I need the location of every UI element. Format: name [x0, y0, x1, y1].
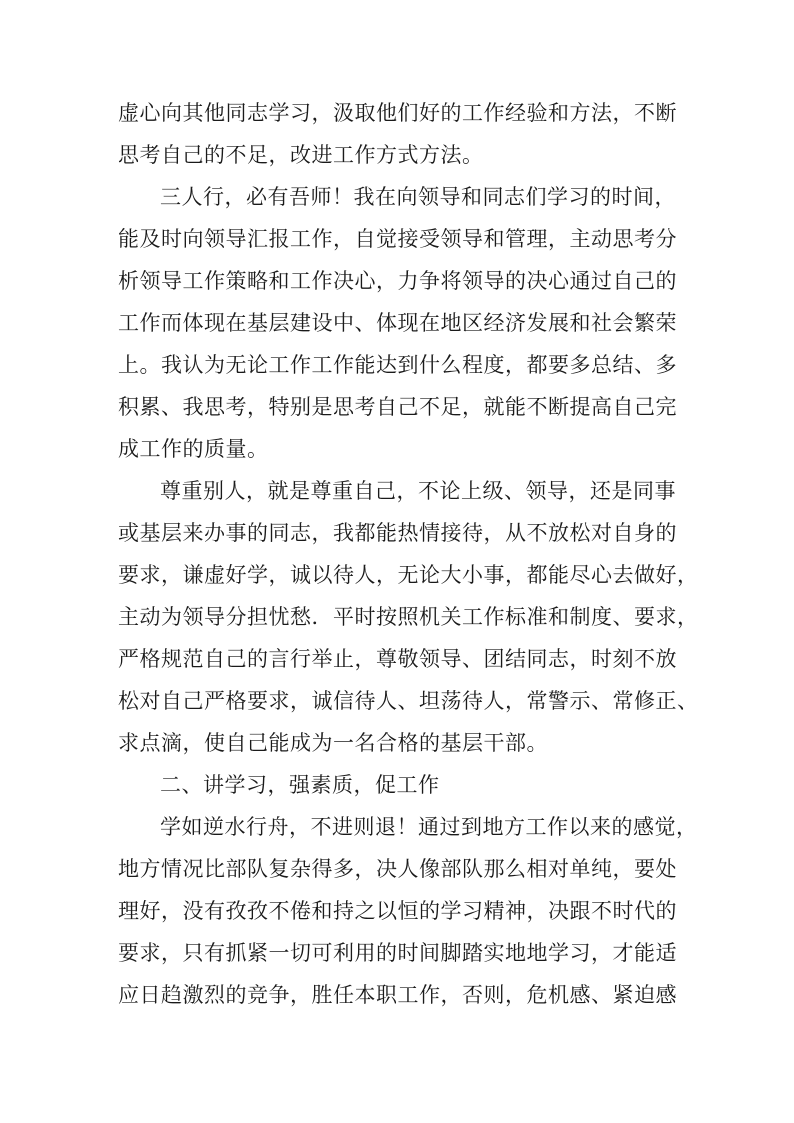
text-line: 能及时向领导汇报工作，自觉接受领导和管理，主动思考分 [118, 227, 677, 251]
text-line: 虚心向其他同志学习，汲取他们好的工作经验和方法，不断 [118, 101, 677, 125]
text-line: 要求，谦虚好学，诚以待人，无论大小事，都能尽心去做好， [118, 563, 699, 587]
text-line: 工作而体现在基层建设中、体现在地区经济发展和社会繁荣 [118, 311, 677, 335]
text-line: 或基层来办事的同志，我都能热情接待，从不放松对自身的 [118, 521, 677, 545]
text-line: 地方情况比部队复杂得多，决人像部队那么相对单纯，要处 [118, 857, 677, 881]
paragraph-2 [118, 176, 688, 470]
heading-line: 二、讲学习，强素质，促工作 [160, 773, 440, 797]
text-line: 应日趋激烈的竞争，胜任本职工作，否则，危机感、紧迫感 [118, 983, 677, 1007]
section-heading [118, 764, 688, 806]
text-line: 三人行，必有吾师！我在向领导和同志们学习的时间， [160, 185, 676, 209]
text-line: 理好，没有孜孜不倦和持之以恒的学习精神，决跟不时代的 [118, 899, 677, 923]
text-line: 尊重别人，就是尊重自己，不论上级、领导，还是同事 [160, 479, 676, 503]
text-line: 上。我认为无论工作工作能达到什么程度，都要多总结、多 [118, 353, 677, 377]
text-line: 松对自己严格要求，诚信待人、坦荡待人，常警示、常修正、 [118, 689, 699, 713]
paragraph-5 [118, 806, 698, 1016]
text-line: 严格规范自己的言行举止，尊敬领导、团结同志，时刻不放 [118, 647, 677, 671]
text-line: 求点滴，使自己能成为一名合格的基层干部。 [118, 731, 548, 755]
text-line: 要求，只有抓紧一切可利用的时间脚踏实地地学习，才能适 [118, 941, 677, 965]
document-body [118, 92, 699, 1016]
text-line: 积累、我思考，特别是思考自己不足，就能不断提高自己完 [118, 395, 677, 419]
text-line: 主动为领导分担忧愁．平时按照机关工作标准和制度、要求， [118, 605, 699, 629]
text-line: 思考自己的不足，改进工作方式方法。 [118, 143, 484, 167]
text-line: 学如逆水行舟，不进则退！通过到地方工作以来的感觉， [160, 815, 698, 839]
text-line: 析领导工作策略和工作决心，力争将领导的决心通过自己的 [118, 269, 677, 293]
text-line: 成工作的质量。 [118, 437, 269, 461]
paragraph-3 [118, 470, 699, 764]
paragraph-1 [118, 92, 688, 176]
